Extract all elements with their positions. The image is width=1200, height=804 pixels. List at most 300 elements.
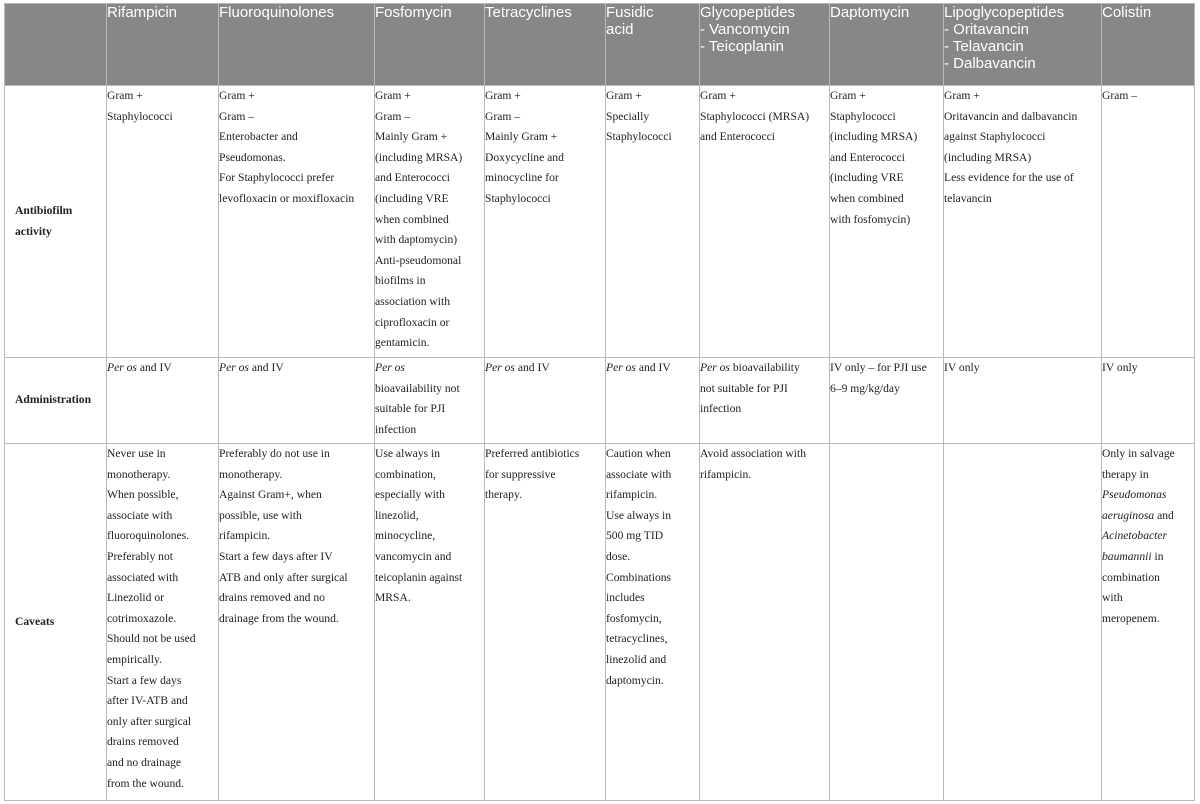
cell-text: ATB and only after surgical <box>219 570 348 584</box>
cell-line <box>375 547 484 568</box>
header-row <box>5 4 1195 86</box>
table-cell <box>107 86 219 358</box>
cell-text: Enterobacter and <box>219 130 298 144</box>
table-cell <box>944 358 1102 444</box>
cell-text: Caution when <box>606 447 671 460</box>
cell-text: Should not be used <box>107 632 196 646</box>
table-cell <box>1102 358 1195 444</box>
cell-text: bioavailability not <box>375 381 460 395</box>
cell-text: Avoid association with <box>700 447 807 460</box>
table-cell <box>107 444 219 801</box>
cell-line <box>107 465 218 486</box>
cell-text: Gram – <box>375 109 411 123</box>
cell-text: monotherapy. <box>107 467 171 481</box>
cell-text: empirically. <box>107 652 162 666</box>
cell-line <box>830 127 943 148</box>
cell-line <box>606 506 699 527</box>
cell-line <box>107 526 218 547</box>
cell-text: Use always in <box>375 447 441 460</box>
italic-text: Per os <box>485 361 515 374</box>
cell-line <box>375 148 484 169</box>
cell-text: not suitable for PJI <box>700 381 788 395</box>
cell-text: drainage from the wound. <box>219 611 339 625</box>
table-cell <box>830 444 944 801</box>
cell-text: against Staphylococci <box>944 130 1046 144</box>
cell-line <box>375 127 484 148</box>
cell-text: 500 mg TID <box>606 529 664 543</box>
cell-line <box>485 189 605 210</box>
cell-text: bioavailability <box>729 361 800 374</box>
column-header <box>375 4 485 86</box>
table-cell <box>1102 444 1195 801</box>
cell-text: Specially <box>606 109 650 123</box>
table-cell <box>700 358 830 444</box>
cell-text: Staphylococci <box>485 191 551 205</box>
table-cell <box>700 86 830 358</box>
cell-text: Start a few days after IV <box>219 549 333 563</box>
cell-line <box>107 107 218 128</box>
table-row <box>5 358 1195 444</box>
cell-line <box>219 358 374 379</box>
column-header <box>485 4 606 86</box>
cell-line <box>700 399 829 420</box>
column-header-line: - Oritavancin <box>944 21 1030 38</box>
cell-text: combination <box>1102 570 1160 584</box>
cell-text: Mainly Gram + <box>485 130 558 144</box>
table-cell <box>700 444 830 801</box>
cell-line <box>107 732 218 753</box>
cell-line <box>944 107 1101 128</box>
column-header-line: - Vancomycin <box>700 21 790 38</box>
cell-text: Gram – <box>1102 89 1138 102</box>
cell-line <box>830 107 943 128</box>
cell-line <box>830 189 943 210</box>
cell-text: drains removed <box>107 735 179 749</box>
cell-line <box>830 358 943 379</box>
column-header-line: - Telavancin <box>944 38 1024 55</box>
cell-line <box>700 465 829 486</box>
column-header <box>700 4 830 86</box>
cell-line <box>606 444 699 465</box>
cell-line <box>375 444 484 465</box>
row-label-line: Antibiofilm <box>15 203 73 217</box>
cell-text: associate with <box>606 467 672 481</box>
cell-line <box>107 609 218 630</box>
column-header <box>944 4 1102 86</box>
table-cell <box>944 86 1102 358</box>
cell-line <box>606 107 699 128</box>
cell-line <box>606 568 699 589</box>
row-label-line: Caveats <box>15 614 55 628</box>
cell-text: with daptomycin) <box>375 233 458 247</box>
cell-line <box>375 251 484 272</box>
cell-line <box>606 609 699 630</box>
column-header-line: Tetracyclines <box>485 4 572 21</box>
cell-text: with fosfomycin) <box>830 212 911 226</box>
cell-line <box>375 86 484 107</box>
cell-line <box>606 547 699 568</box>
cell-line <box>107 753 218 774</box>
cell-text: vancomycin and <box>375 549 452 563</box>
cell-line <box>375 526 484 547</box>
cell-text: rifampicin. <box>700 467 752 481</box>
cell-text: Gram + <box>944 89 980 102</box>
cell-line <box>219 127 374 148</box>
cell-text: gentamicin. <box>375 336 430 350</box>
column-header-line: Fusidic <box>606 4 654 21</box>
cell-text: (including MRSA) <box>944 150 1032 164</box>
cell-line <box>107 712 218 733</box>
cell-text: Start a few days <box>107 673 182 687</box>
column-header <box>606 4 700 86</box>
column-header-line: Lipoglycopeptides <box>944 4 1065 21</box>
cell-text: MRSA. <box>375 591 411 605</box>
italic-text: Per os <box>606 361 636 374</box>
cell-line <box>107 629 218 650</box>
column-header-line: Fluoroquinolones <box>219 4 335 21</box>
cell-text: teicoplanin against <box>375 570 463 584</box>
cell-text: (including MRSA) <box>830 130 918 144</box>
cell-line <box>375 168 484 189</box>
cell-text: Staphylococci (MRSA) <box>700 109 810 123</box>
cell-text: from the wound. <box>107 776 184 790</box>
cell-line <box>375 230 484 251</box>
column-header-line: Colistin <box>1102 4 1152 21</box>
cell-text: rifampicin. <box>606 488 658 502</box>
cell-line <box>944 86 1101 107</box>
cell-line <box>375 189 484 210</box>
cell-text: fluoroquinolones. <box>107 529 190 543</box>
cell-line <box>107 774 218 795</box>
cell-text: IV only <box>944 361 980 374</box>
column-header <box>219 4 375 86</box>
cell-text: Gram – <box>219 109 255 123</box>
cell-line <box>219 547 374 568</box>
cell-line <box>606 86 699 107</box>
cell-text: ciprofloxacin or <box>375 315 450 329</box>
cell-text: 6–9 mg/kg/day <box>830 381 900 395</box>
cell-text: after IV-ATB and <box>107 694 188 708</box>
column-header <box>107 4 219 86</box>
table-cell <box>830 358 944 444</box>
cell-line <box>1102 465 1194 486</box>
column-header-line: - Teicoplanin <box>700 38 784 55</box>
cell-text: Gram + <box>830 89 866 102</box>
table-cell <box>1102 86 1195 358</box>
cell-text: Never use in <box>107 447 166 460</box>
cell-text: rifampicin. <box>219 529 271 543</box>
table-cell <box>375 444 485 801</box>
cell-line <box>1102 547 1194 568</box>
cell-text: Gram + <box>375 89 411 102</box>
cell-line <box>485 168 605 189</box>
cell-line <box>606 629 699 650</box>
cell-line <box>219 189 374 210</box>
cell-text: when combined <box>830 191 904 205</box>
cell-text: IV only – for PJI use <box>830 361 927 374</box>
cell-line <box>485 358 605 379</box>
cell-line <box>375 465 484 486</box>
cell-line <box>700 86 829 107</box>
cell-line <box>375 333 484 354</box>
cell-line <box>606 588 699 609</box>
cell-text: in <box>1151 549 1164 563</box>
cell-line <box>485 86 605 107</box>
cell-line <box>1102 358 1194 379</box>
italic-text: Per os <box>375 361 405 374</box>
table-cell <box>606 358 700 444</box>
cell-text: (including MRSA) <box>375 150 463 164</box>
cell-line <box>1102 588 1194 609</box>
cell-text: Against Gram+, when <box>219 488 322 502</box>
cell-line <box>219 86 374 107</box>
cell-text: Gram – <box>485 109 521 123</box>
table-cell <box>485 358 606 444</box>
cell-text: Anti-pseudomonal <box>375 253 462 267</box>
cell-line <box>1102 568 1194 589</box>
cell-line <box>1102 485 1194 506</box>
cell-text: and IV <box>136 361 172 374</box>
italic-text: Pseudomonas <box>1102 488 1167 502</box>
cell-text: Gram + <box>107 89 143 102</box>
cell-text: tetracyclines, <box>606 632 668 646</box>
table-cell <box>107 358 219 444</box>
table-body <box>5 86 1195 801</box>
cell-line <box>219 107 374 128</box>
column-header-line: Daptomycin <box>830 4 910 21</box>
cell-text: Preferred antibiotics <box>485 447 580 460</box>
cell-line <box>606 485 699 506</box>
cell-text: meropenem. <box>1102 611 1160 625</box>
cell-line <box>375 107 484 128</box>
row-label <box>5 444 107 801</box>
cell-line <box>700 379 829 400</box>
cell-text: and no drainage <box>107 755 182 769</box>
cell-line <box>606 127 699 148</box>
cell-text: linezolid and <box>606 652 667 666</box>
cell-text: and Enterococci <box>375 171 450 185</box>
cell-line <box>219 568 374 589</box>
cell-text: Combinations <box>606 570 672 584</box>
cell-text: and Enterococci <box>830 150 905 164</box>
cell-line <box>830 148 943 169</box>
cell-line <box>485 465 605 486</box>
cell-text: Doxycycline and <box>485 150 564 164</box>
cell-line <box>375 399 484 420</box>
table-cell <box>485 86 606 358</box>
cell-line <box>1102 526 1194 547</box>
cell-line <box>107 568 218 589</box>
cell-line <box>1102 506 1194 527</box>
row-label-line: Administration <box>15 393 92 407</box>
cell-text: dose. <box>606 549 631 563</box>
cell-line <box>700 444 829 465</box>
cell-line <box>944 358 1101 379</box>
antibiotics-table <box>4 3 1195 801</box>
cell-text: associate with <box>107 508 173 522</box>
cell-text: Pseudomonas. <box>219 150 286 164</box>
cell-line <box>1102 609 1194 630</box>
cell-text: and IV <box>635 361 671 374</box>
table-cell <box>485 444 606 801</box>
cell-text: Staphylococci <box>606 130 672 144</box>
table-cell <box>219 358 375 444</box>
cell-text: Use always in <box>606 508 672 522</box>
cell-line <box>485 444 605 465</box>
cell-line <box>485 148 605 169</box>
cell-text: and IV <box>514 361 550 374</box>
cell-line <box>219 526 374 547</box>
table-cell <box>375 86 485 358</box>
cell-text: especially with <box>375 488 445 502</box>
cell-text: only after surgical <box>107 714 192 728</box>
cell-text: infection <box>375 422 417 436</box>
cell-line <box>375 506 484 527</box>
cell-text: drains removed and no <box>219 591 325 605</box>
cell-text: monotherapy. <box>219 467 283 481</box>
cell-text: with <box>1102 591 1123 605</box>
table-cell <box>944 444 1102 801</box>
cell-line <box>219 465 374 486</box>
cell-text: Linezolid or <box>107 591 164 605</box>
cell-line <box>219 444 374 465</box>
table-cell <box>375 358 485 444</box>
cell-line <box>375 358 484 379</box>
column-header-line: - Dalbavancin <box>944 55 1036 72</box>
cell-line <box>107 506 218 527</box>
italic-text: Per os <box>219 361 249 374</box>
cell-line <box>107 547 218 568</box>
cell-text: associated with <box>107 570 179 584</box>
cell-line <box>830 86 943 107</box>
cell-text: Gram + <box>219 89 255 102</box>
cell-text: includes <box>606 591 645 605</box>
cell-text: infection <box>700 402 742 416</box>
cell-text: For Staphylococci prefer <box>219 171 335 185</box>
table-cell <box>830 86 944 358</box>
cell-line <box>606 650 699 671</box>
row-label <box>5 86 107 358</box>
cell-text: and <box>1154 508 1174 522</box>
cell-line <box>700 107 829 128</box>
cell-line <box>107 671 218 692</box>
cell-text: Mainly Gram + <box>375 130 448 144</box>
cell-line <box>219 485 374 506</box>
cell-text: daptomycin. <box>606 673 664 687</box>
column-header <box>830 4 944 86</box>
cell-line <box>944 148 1101 169</box>
cell-text: biofilms in <box>375 274 426 288</box>
cell-line <box>107 485 218 506</box>
cell-text: possible, use with <box>219 508 302 522</box>
cell-text: combination, <box>375 467 436 481</box>
row-label <box>5 358 107 444</box>
cell-line <box>700 358 829 379</box>
cell-line <box>375 210 484 231</box>
cell-line <box>107 444 218 465</box>
cell-line <box>700 127 829 148</box>
italic-text: Per os <box>107 361 137 374</box>
cell-text: fosfomycin, <box>606 611 662 625</box>
cell-line <box>830 379 943 400</box>
cell-line <box>107 358 218 379</box>
cell-line <box>375 379 484 400</box>
cell-text: suitable for PJI <box>375 402 446 416</box>
cell-text: Gram + <box>606 89 642 102</box>
cell-text: and IV <box>248 361 284 374</box>
cell-text: Oritavancin and dalbavancin <box>944 109 1078 123</box>
cell-line <box>606 358 699 379</box>
cell-line <box>219 148 374 169</box>
cell-line <box>485 127 605 148</box>
cell-line <box>375 292 484 313</box>
table-cell <box>606 86 700 358</box>
cell-text: Gram + <box>700 89 736 102</box>
cell-text: association with <box>375 294 451 308</box>
cell-line <box>944 189 1101 210</box>
italic-text: Acinetobacter <box>1102 529 1168 543</box>
cell-text: linezolid, <box>375 508 419 522</box>
cell-text: cotrimoxazole. <box>107 611 177 625</box>
cell-text: (including VRE <box>375 191 449 205</box>
cell-line <box>219 609 374 630</box>
cell-line <box>107 588 218 609</box>
cell-line <box>219 588 374 609</box>
table-row <box>5 86 1195 358</box>
cell-text: telavancin <box>944 191 992 205</box>
cell-line <box>830 210 943 231</box>
cell-line <box>830 168 943 189</box>
cell-text: minocycline for <box>485 171 559 185</box>
cell-line <box>1102 444 1194 465</box>
cell-line <box>485 485 605 506</box>
column-header-line: Fosfomycin <box>375 4 452 21</box>
table-row <box>5 444 1195 801</box>
column-header-line: Rifampicin <box>107 4 178 21</box>
cell-text: Gram + <box>485 89 521 102</box>
cell-line <box>944 127 1101 148</box>
cell-line <box>606 526 699 547</box>
cell-line <box>107 691 218 712</box>
italic-text: aeruginosa <box>1102 508 1155 522</box>
cell-line <box>219 168 374 189</box>
cell-line <box>485 107 605 128</box>
cell-line <box>606 671 699 692</box>
column-header-line: acid <box>606 21 634 38</box>
cell-line <box>375 420 484 441</box>
cell-text: When possible, <box>107 488 179 502</box>
header-corner-cell <box>5 4 107 86</box>
cell-line <box>375 271 484 292</box>
cell-line <box>606 465 699 486</box>
cell-text: Preferably do not use in <box>219 447 330 460</box>
cell-line <box>375 588 484 609</box>
cell-text: for suppressive <box>485 467 556 481</box>
cell-line <box>375 485 484 506</box>
cell-line <box>1102 86 1194 107</box>
cell-line <box>375 313 484 334</box>
column-header <box>1102 4 1195 86</box>
cell-text: Preferably not <box>107 549 173 563</box>
cell-text: minocycline, <box>375 529 436 543</box>
table-cell <box>219 444 375 801</box>
cell-text: and Enterococci <box>700 130 775 144</box>
cell-text: levofloxacin or moxifloxacin <box>219 191 355 205</box>
table-cell <box>606 444 700 801</box>
row-label-line: activity <box>15 224 52 238</box>
table-cell <box>219 86 375 358</box>
cell-text: therapy in <box>1102 467 1149 481</box>
